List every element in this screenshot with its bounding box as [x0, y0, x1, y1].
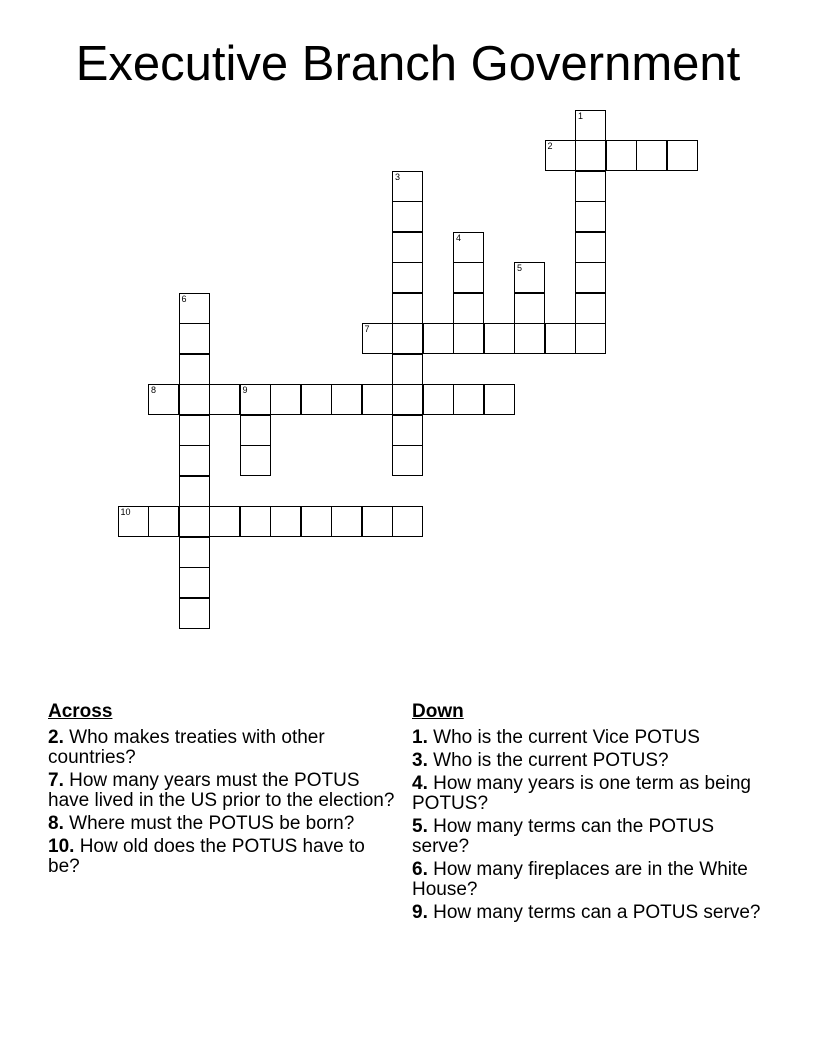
clue-item [412, 774, 762, 814]
crossword-cell[interactable] [575, 323, 606, 354]
clue-text: How old does the POTUS have to be? [48, 836, 365, 877]
crossword-cell[interactable] [392, 293, 423, 324]
clue-item [412, 860, 762, 900]
crossword-cell[interactable] [362, 506, 393, 537]
crossword-cell[interactable] [636, 140, 667, 171]
crossword-cell[interactable] [392, 171, 423, 202]
crossword-cell[interactable] [270, 506, 301, 537]
crossword-cell[interactable] [453, 293, 484, 324]
crossword-cell[interactable] [453, 323, 484, 354]
crossword-cell[interactable] [240, 415, 271, 446]
crossword-cell[interactable] [575, 262, 606, 293]
crossword-cell[interactable] [575, 140, 606, 171]
crossword-cell[interactable] [667, 140, 698, 171]
clue-item [412, 751, 762, 771]
crossword-cell[interactable] [606, 140, 637, 171]
clue-number: 10. [48, 836, 75, 857]
crossword-cell[interactable] [362, 384, 393, 415]
clue-item [48, 814, 398, 834]
crossword-cell[interactable] [179, 567, 210, 598]
crossword-cell[interactable] [423, 323, 454, 354]
crossword-cell[interactable] [179, 445, 210, 476]
down-heading: Down [412, 701, 464, 722]
cell-number: 10 [120, 507, 131, 517]
crossword-cell[interactable] [484, 384, 515, 415]
crossword-cell[interactable] [118, 506, 149, 537]
crossword-cell[interactable] [514, 262, 545, 293]
crossword-cell[interactable] [179, 323, 210, 354]
crossword-cell[interactable] [453, 384, 484, 415]
crossword-cell[interactable] [545, 140, 576, 171]
crossword-cell[interactable] [179, 293, 210, 324]
clue-text: How many terms can the POTUS serve? [412, 816, 715, 857]
crossword-cell[interactable] [392, 201, 423, 232]
cell-number: 8 [151, 385, 157, 395]
across-clues [48, 701, 398, 880]
crossword-cell[interactable] [392, 232, 423, 263]
clue-number: 3. [412, 750, 428, 771]
crossword-cell[interactable] [392, 415, 423, 446]
cell-number: 3 [395, 171, 401, 182]
crossword-cell[interactable] [575, 293, 606, 324]
clue-number: 1. [412, 727, 428, 748]
crossword-cell[interactable] [331, 384, 362, 415]
cell-number: 9 [242, 385, 248, 395]
crossword-cell[interactable] [392, 506, 423, 537]
crossword-cell[interactable] [392, 323, 423, 354]
across-heading: Across [48, 701, 113, 722]
down-clues [412, 701, 762, 926]
cell-number: 4 [456, 232, 462, 243]
crossword-cell[interactable] [392, 262, 423, 293]
clue-number: 6. [412, 859, 428, 880]
clue-number: 2. [48, 727, 64, 748]
crossword-cell[interactable] [392, 354, 423, 385]
crossword-cell[interactable] [179, 415, 210, 446]
crossword-cell[interactable] [514, 323, 545, 354]
page-title: Executive Branch Government [75, 37, 741, 91]
crossword-cell[interactable] [179, 384, 210, 415]
crossword-cell[interactable] [575, 201, 606, 232]
clue-item [412, 903, 762, 923]
clue-item [48, 837, 398, 877]
crossword-cell[interactable] [179, 354, 210, 385]
clue-number: 7. [48, 770, 64, 791]
crossword-cell[interactable] [362, 323, 393, 354]
crossword-cell[interactable] [240, 445, 271, 476]
clue-number: 5. [412, 816, 428, 837]
crossword-cell[interactable] [545, 323, 576, 354]
crossword-cell[interactable] [453, 232, 484, 263]
crossword-cell[interactable] [240, 384, 271, 415]
crossword-cell[interactable] [179, 506, 210, 537]
crossword-cell[interactable] [301, 384, 332, 415]
crossword-cell[interactable] [270, 384, 301, 415]
crossword-cell[interactable] [575, 110, 606, 141]
clue-number: 9. [412, 902, 428, 923]
crossword-cell[interactable] [514, 293, 545, 324]
crossword-cell[interactable] [392, 384, 423, 415]
clue-item [48, 771, 398, 811]
crossword-cell[interactable] [453, 262, 484, 293]
crossword-cell[interactable] [484, 323, 515, 354]
clue-text: How many fireplaces are in the White House? [412, 859, 748, 900]
clue-number: 8. [48, 813, 64, 834]
crossword-cell[interactable] [575, 171, 606, 202]
crossword-cell[interactable] [179, 598, 210, 629]
clue-text: Who is the current Vice POTUS [427, 727, 700, 748]
crossword-cell[interactable] [148, 384, 179, 415]
across-clue-list [48, 728, 398, 877]
crossword-cell[interactable] [209, 384, 240, 415]
cell-number: 6 [181, 293, 187, 304]
clue-text: How many years is one term as being POTUS? [412, 773, 751, 814]
crossword-cell[interactable] [331, 506, 362, 537]
cell-number: 1 [578, 110, 584, 121]
cell-number: 7 [364, 324, 370, 334]
clue-text: How many years must the POTUS have lived in the US prior to the election? [48, 770, 395, 811]
crossword-cell[interactable] [209, 506, 240, 537]
crossword-cell[interactable] [240, 506, 271, 537]
clue-text: Where must the POTUS be born? [63, 813, 355, 834]
crossword-cell[interactable] [301, 506, 332, 537]
cell-number: 5 [517, 263, 523, 273]
crossword-cell[interactable] [148, 506, 179, 537]
clue-text: Who makes treaties with other countries? [48, 727, 325, 768]
crossword-cell[interactable] [179, 476, 210, 507]
clue-item [48, 728, 398, 768]
clue-text: Who is the current POTUS? [427, 750, 669, 771]
crossword-cell[interactable] [392, 445, 423, 476]
clue-number: 4. [412, 773, 428, 794]
crossword-cell[interactable] [179, 537, 210, 568]
crossword-cell[interactable] [423, 384, 454, 415]
cell-number: 2 [547, 141, 553, 151]
clue-item [412, 728, 762, 748]
clue-text: How many terms can a POTUS serve? [427, 902, 761, 923]
clue-item [412, 817, 762, 857]
down-clue-list [412, 728, 762, 923]
crossword-cell[interactable] [575, 232, 606, 263]
